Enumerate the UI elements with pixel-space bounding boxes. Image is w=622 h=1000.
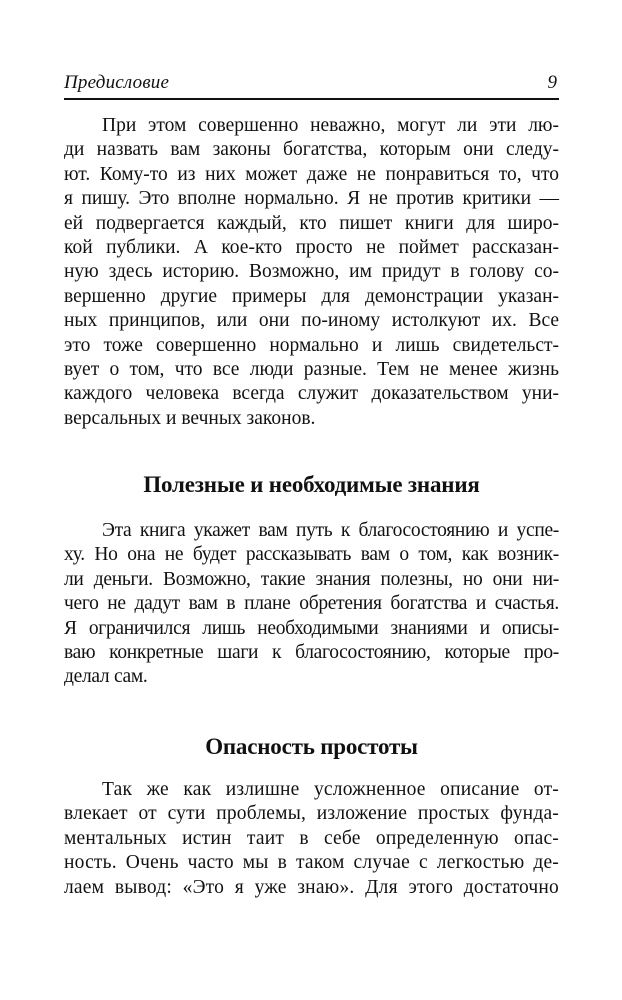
running-header [64, 68, 559, 100]
text-line: ную здесь историю. Возможно, им придут в голову со- [64, 261, 559, 283]
text-line: ментальных истин таит в себе определенную опас- [64, 827, 559, 849]
text-line: ных принципов, или они по-иному истолкуют их. Все [64, 310, 559, 332]
text-line: версальных и вечных законов. [64, 407, 316, 429]
text-line: ли деньги. Возможно, такие знания полезны, но они ни- [64, 568, 559, 590]
text-line: ху. Но она не будет рассказывать вам о том, как возник- [64, 544, 559, 566]
text-line: При этом совершенно неважно, могут ли эти лю- [102, 115, 559, 136]
text-line: это тоже совершенно нормально и лишь свидетельст- [64, 334, 559, 356]
text-line: делал сам. [64, 666, 148, 688]
text-line: лаем вывод: «Это я уже знаю». Для этого достаточно [64, 876, 559, 898]
page-number: 9 [547, 72, 557, 93]
text-line: ди назвать вам законы богатства, которым они следу- [64, 139, 559, 161]
paragraph-2 [64, 519, 559, 690]
section-heading: Опасность простоты [205, 734, 418, 759]
text-line: вует о том, что все люди разные. Тем не менее жизнь [64, 358, 559, 380]
text-line: вершенно другие примеры для демонстрации указан- [64, 285, 559, 307]
chapter-title: Предисловие [64, 72, 170, 93]
paragraph-3 [64, 778, 559, 900]
section-heading: Полезные и необходимые знания [143, 472, 480, 497]
text-line: Эта книга укажет вам путь к благосостоянию и успе- [102, 520, 559, 541]
text-line: ность. Очень часто мы в таком случае с легкостью де- [64, 852, 559, 874]
text-line: каждого человека всегда служит доказательством уни- [64, 383, 559, 405]
text-line: чего не дадут вам в плане обретения богатства и счастья. [64, 593, 559, 615]
text-line: Я ограничился лишь необходимыми знаниями и описы- [64, 617, 559, 639]
text-line: я пишу. Это вполне нормально. Я не против критики — [64, 188, 559, 210]
text-line: кой публики. А кое-кто просто не поймет рассказан- [64, 236, 559, 258]
text-line: ей подвергается каждый, кто пишет книги для широ- [64, 212, 559, 234]
text-line: влекает от сути проблемы, изложение простых фунда- [64, 803, 559, 825]
text-line: ют. Кому-то из них может даже не понравиться то, что [64, 163, 559, 185]
text-line: Так же как излишне усложненное описание от- [102, 779, 559, 800]
text-line: ваю конкретные шаги к благосостоянию, которые про- [64, 641, 559, 663]
paragraph-1 [64, 114, 559, 431]
